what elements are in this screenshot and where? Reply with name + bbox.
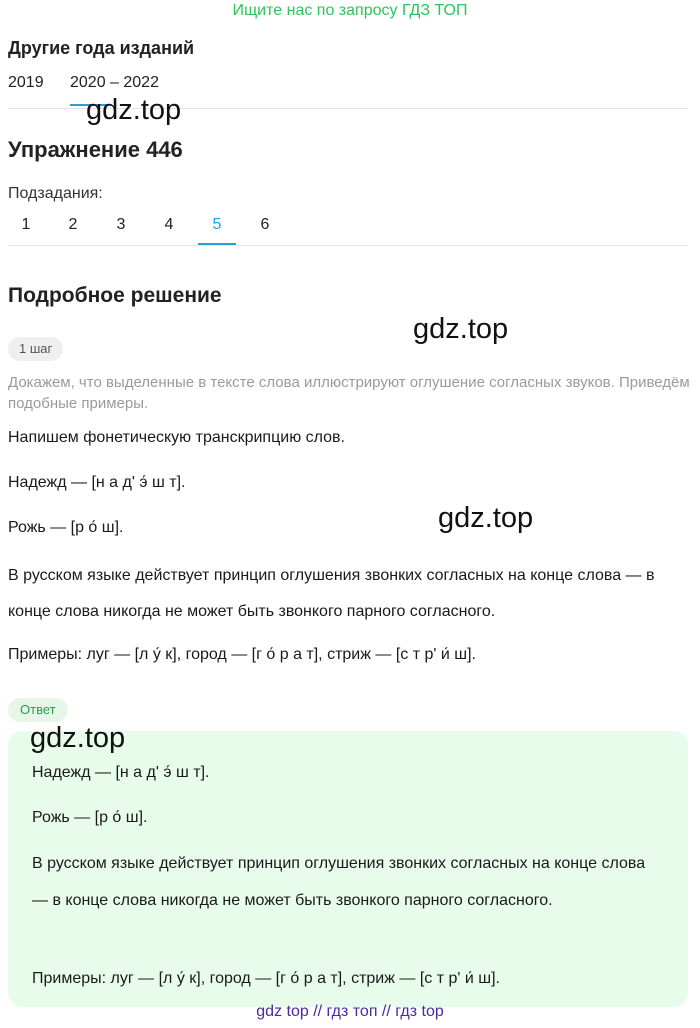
answer-line: Примеры: луг — [л у́ к], город — [г о́ р а т], стриж — [с т р' и́ ш]. — [32, 970, 500, 987]
editions-title: Другие года изданий — [8, 38, 195, 58]
subtask-tab-2[interactable]: 2 — [68, 216, 78, 233]
divider — [8, 245, 688, 246]
footer-links[interactable]: gdz top // гдз топ // гдз top — [256, 1003, 444, 1020]
subtask-tab-3[interactable]: 3 — [116, 216, 126, 233]
watermark: gdz.top — [30, 722, 126, 754]
answer-badge: Ответ — [8, 698, 68, 722]
subtask-tab-5[interactable]: 5 — [212, 216, 222, 233]
subtasks-label: Подзадания: — [8, 185, 103, 202]
solution-paragraph: Напишем фонетическую транскрипцию слов. — [8, 429, 345, 446]
solution-hint: Докажем, что выделенные в тексте слова иллюстрируют оглушение согласных звуков. Приведём подобные примеры. — [8, 374, 690, 412]
solution-paragraph: Рожь — [р о́ ш]. — [8, 519, 124, 536]
solution-title: Подробное решение — [8, 284, 222, 307]
year-tab-2019[interactable]: 2019 — [8, 74, 44, 91]
solution-paragraph: Надежд — [н а д' э́ ш т]. — [8, 474, 186, 491]
answer-line: В русском языке действует принцип оглушения звонких согласных на конце слова — в конце слова никогда не может быть звонкого парного согласного. — [32, 855, 646, 909]
watermark: gdz.top — [413, 313, 509, 345]
watermark: gdz.top — [86, 94, 182, 126]
subtask-tab-6[interactable]: 6 — [260, 216, 270, 233]
top-banner: Ищите нас по запросу ГДЗ ТОП — [232, 2, 468, 19]
subtask-tab-4[interactable]: 4 — [164, 216, 174, 233]
solution-paragraph: Примеры: луг — [л у́ к], город — [г о́ р а т], стриж — [с т р' и́ ш]. — [8, 646, 476, 663]
exercise-title: Упражнение 446 — [8, 137, 183, 162]
year-tab-2020-2022[interactable]: 2020 – 2022 — [70, 74, 159, 91]
step-badge: 1 шаг — [8, 337, 63, 361]
subtask-tab-1[interactable]: 1 — [21, 216, 31, 233]
watermark: gdz.top — [438, 502, 534, 534]
answer-line: Надежд — [н а д' э́ ш т]. — [32, 764, 210, 781]
answer-line: Рожь — [р о́ ш]. — [32, 809, 148, 826]
solution-paragraph: В русском языке действует принцип оглушения звонких согласных на конце слова — в конце слова никогда не может быть звонкого парного согласного. — [8, 567, 655, 620]
